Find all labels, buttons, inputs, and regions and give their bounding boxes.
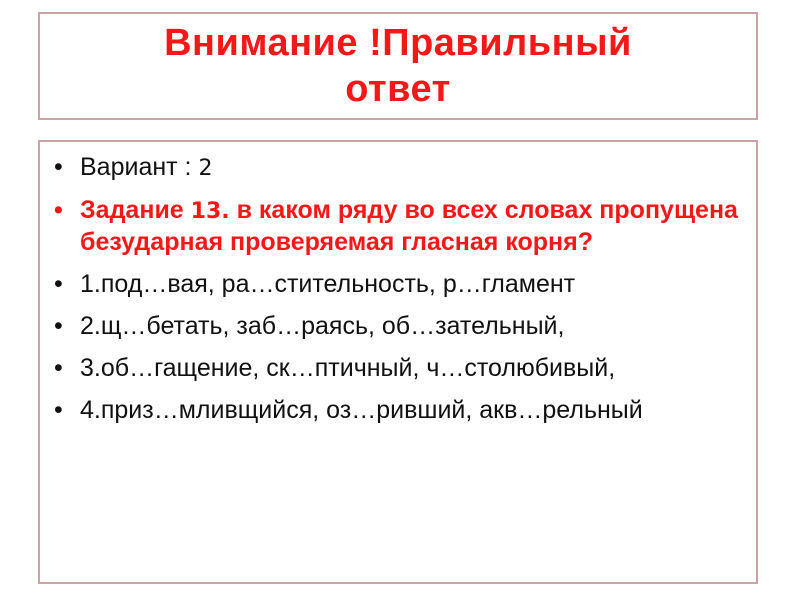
- option-text-2: 2.щ…бетать, заб…раясь, об…зательный,: [80, 312, 565, 340]
- variant-number: 2: [198, 156, 213, 181]
- content-box: [38, 140, 758, 584]
- slide-title: [164, 20, 632, 112]
- task-text: в каком ряду во всех словах пропущена безударная проверяемая гласная корня?: [80, 196, 738, 256]
- option-item-2: [52, 311, 744, 342]
- option-text-3: 3.об…гащение, ск…птичный, ч…столюбивый,: [80, 354, 616, 382]
- bullet-dot: •: [54, 354, 63, 382]
- variant-item: [52, 152, 744, 184]
- title-line-1: Внимание !Правильный: [164, 22, 632, 64]
- option-text-4: 4.приз…мливщийся, оз…ривший, акв…рельный: [80, 396, 643, 424]
- title-line-2: ответ: [345, 68, 451, 110]
- bullet-dot: •: [54, 396, 63, 424]
- variant-label: Вариант :: [80, 153, 199, 181]
- task-number: 13.: [190, 199, 230, 224]
- bullet-list: [52, 152, 744, 426]
- bullet-dot: •: [54, 196, 63, 224]
- task-item: [52, 195, 744, 258]
- task-prefix: Задание: [80, 196, 191, 224]
- option-item-3: [52, 353, 744, 384]
- option-item-1: [52, 269, 744, 300]
- title-box: [38, 12, 758, 120]
- option-text-1: 1.под…вая, ра…стительность, р…гламент: [80, 270, 576, 298]
- bullet-dot: •: [54, 270, 63, 298]
- bullet-dot: •: [54, 153, 63, 181]
- option-item-4: [52, 395, 744, 426]
- bullet-dot: •: [54, 312, 63, 340]
